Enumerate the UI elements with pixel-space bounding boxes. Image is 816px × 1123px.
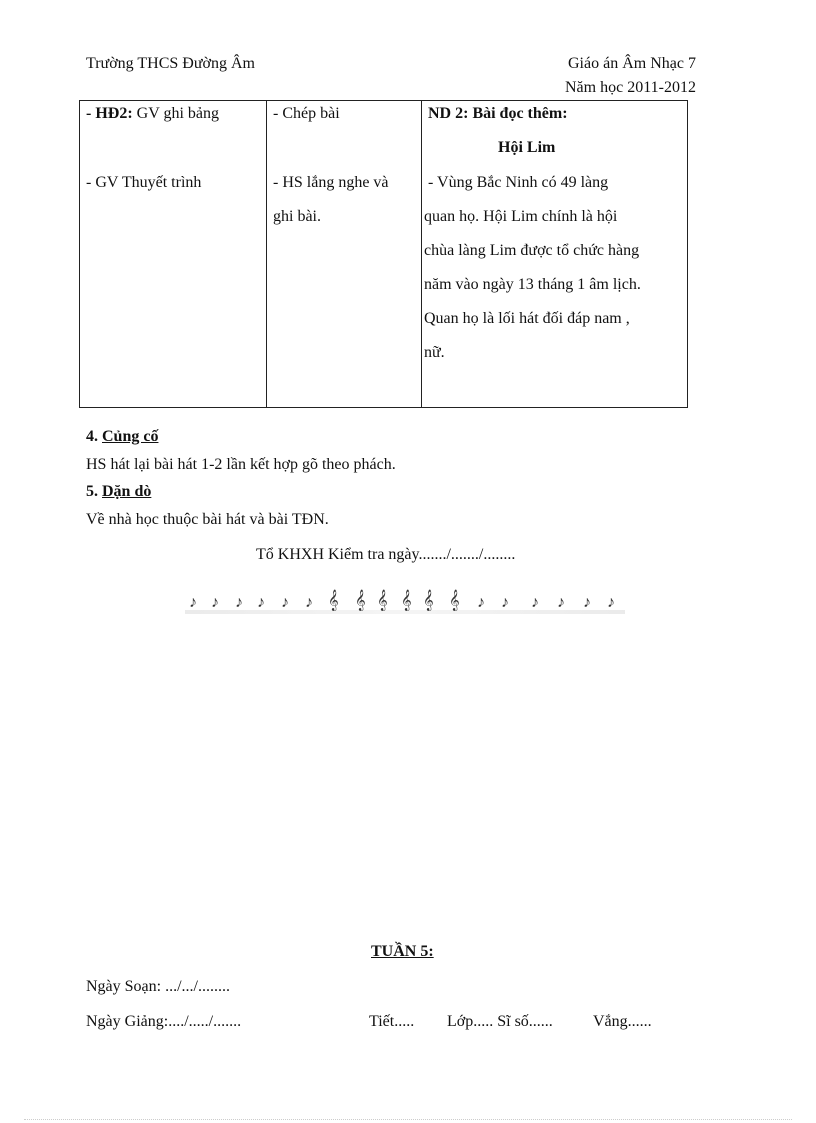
- music-note-icon: ♪: [557, 594, 565, 611]
- treble-clef-icon: 𝄞: [401, 590, 412, 610]
- subject-title: Giáo án Âm Nhạc 7: [568, 55, 696, 72]
- content-line: nữ.: [424, 344, 445, 361]
- signoff-line: Tổ KHXH Kiểm tra ngày......./......./........: [256, 546, 516, 563]
- music-note-icon: ♪: [531, 594, 539, 611]
- content-line: quan họ. Hội Lim chính là hội: [424, 208, 618, 225]
- treble-clef-icon: 𝄞: [328, 590, 339, 610]
- treble-clef-icon: 𝄞: [377, 590, 388, 610]
- school-name: Trường THCS Đường Âm: [86, 55, 255, 72]
- dan-do-title: Dặn dò: [102, 483, 152, 500]
- music-note-icon: ♪: [235, 594, 243, 611]
- music-notes-divider: [185, 590, 625, 616]
- lesson-table: [79, 100, 688, 408]
- music-note-icon: ♪: [189, 594, 197, 611]
- treble-clef-icon: 𝄞: [423, 590, 434, 610]
- music-note-icon: ♪: [583, 594, 591, 611]
- teacher-activity-cell: [80, 101, 267, 408]
- treble-clef-icon: 𝄞: [355, 590, 366, 610]
- content-line: - Vùng Bắc Ninh có 49 làng: [428, 174, 609, 191]
- cung-co-title: Củng cố: [102, 428, 159, 445]
- dan-do-text: Về nhà học thuộc bài hát và bài TĐN.: [86, 511, 329, 528]
- cung-co-number: 4.: [86, 428, 102, 445]
- vang: Vắng......: [593, 1013, 652, 1030]
- hd2-text: GV ghi bảng: [132, 105, 220, 122]
- music-note-icon: ♪: [477, 594, 485, 611]
- content-line: năm vào ngày 13 tháng 1 âm lịch.: [424, 276, 641, 293]
- content-subtitle: Hội Lim: [498, 139, 556, 156]
- music-note-icon: ♪: [501, 594, 509, 611]
- dan-do-number: 5.: [86, 483, 102, 500]
- dan-do-heading: [86, 483, 151, 501]
- cung-co-text: HS hát lại bài hát 1-2 lần kết hợp gõ theo phách.: [86, 456, 396, 473]
- tiet: Tiết.....: [369, 1013, 415, 1030]
- student-note-line: ghi bài.: [273, 208, 321, 225]
- music-note-icon: ♪: [607, 594, 615, 611]
- teacher-lecture-line: - GV Thuyết trình: [86, 174, 202, 191]
- school-year: Năm học 2011-2012: [565, 79, 696, 96]
- ngay-giang: Ngày Giảng:..../...../.......: [86, 1013, 242, 1030]
- cung-co-heading: [86, 428, 158, 446]
- page-bottom-border: [24, 1119, 792, 1120]
- week-title: TUẦN 5:: [371, 943, 434, 960]
- hd2-line: [86, 105, 219, 123]
- music-note-icon: ♪: [305, 594, 313, 611]
- hd2-label: - HĐ2:: [86, 105, 133, 122]
- student-copy-line: - Chép bài: [273, 105, 340, 122]
- content-cell: [422, 101, 688, 408]
- music-note-icon: ♪: [211, 594, 219, 611]
- ngay-soan: Ngày Soạn: .../.../........: [86, 978, 230, 995]
- student-activity-cell: [267, 101, 422, 408]
- content-line: Quan họ là lối hát đối đáp nam ,: [424, 310, 630, 327]
- student-listen-line: - HS lắng nghe và: [273, 174, 389, 191]
- content-title: ND 2: Bài đọc thêm:: [428, 105, 568, 122]
- treble-clef-icon: 𝄞: [449, 590, 460, 610]
- music-note-icon: ♪: [281, 594, 289, 611]
- lop-si-so: Lớp..... Sĩ số......: [447, 1013, 553, 1030]
- music-note-icon: ♪: [257, 594, 265, 611]
- content-line: chùa làng Lim được tổ chức hàng: [424, 242, 640, 259]
